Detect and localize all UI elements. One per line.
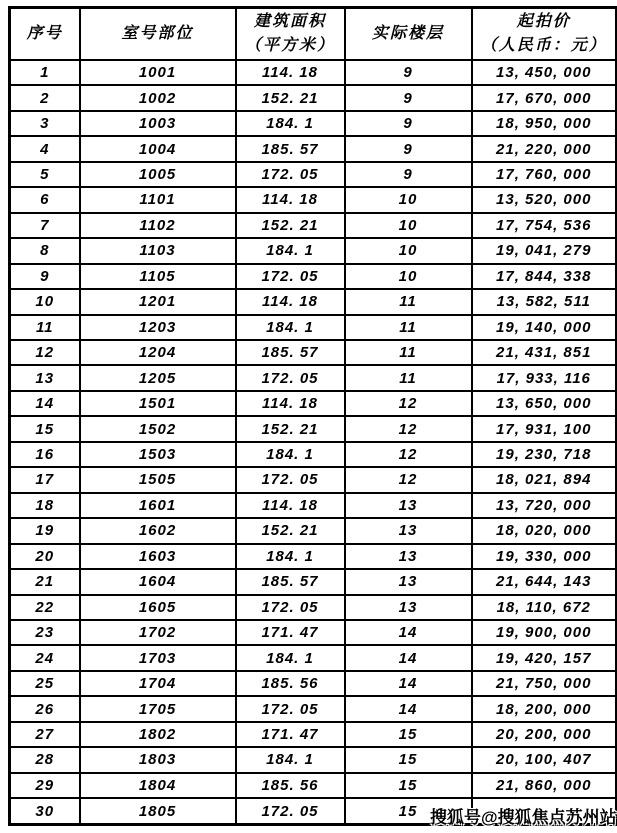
table-row bbox=[10, 365, 617, 390]
col-header-seq: 序号 bbox=[10, 8, 80, 61]
cell-floor: 14 bbox=[345, 645, 472, 670]
cell-room: 1205 bbox=[80, 365, 236, 390]
cell-price: 21, 220, 000 bbox=[472, 136, 617, 161]
cell-seq: 16 bbox=[10, 442, 80, 467]
cell-area: 172. 05 bbox=[236, 162, 345, 187]
cell-floor: 11 bbox=[345, 365, 472, 390]
auction-price-table bbox=[8, 6, 617, 826]
cell-price: 19, 140, 000 bbox=[472, 315, 617, 340]
cell-area: 152. 21 bbox=[236, 518, 345, 543]
cell-area: 114. 18 bbox=[236, 60, 345, 85]
table-row bbox=[10, 518, 617, 543]
cell-room: 1204 bbox=[80, 340, 236, 365]
cell-floor: 14 bbox=[345, 620, 472, 645]
cell-area: 171. 47 bbox=[236, 722, 345, 747]
cell-price: 13, 450, 000 bbox=[472, 60, 617, 85]
cell-price: 19, 041, 279 bbox=[472, 238, 617, 263]
cell-room: 1604 bbox=[80, 569, 236, 594]
table-row bbox=[10, 391, 617, 416]
cell-area: 185. 57 bbox=[236, 569, 345, 594]
cell-price: 18, 020, 000 bbox=[472, 518, 617, 543]
cell-floor: 14 bbox=[345, 671, 472, 696]
cell-seq: 9 bbox=[10, 264, 80, 289]
cell-seq: 10 bbox=[10, 289, 80, 314]
table-row bbox=[10, 442, 617, 467]
cell-price: 21, 644, 143 bbox=[472, 569, 617, 594]
table-row bbox=[10, 315, 617, 340]
cell-room: 1602 bbox=[80, 518, 236, 543]
cell-area: 172. 05 bbox=[236, 264, 345, 289]
cell-room: 1001 bbox=[80, 60, 236, 85]
cell-room: 1103 bbox=[80, 238, 236, 263]
cell-price: 17, 670, 000 bbox=[472, 85, 617, 110]
table-row bbox=[10, 213, 617, 238]
cell-room: 1601 bbox=[80, 493, 236, 518]
cell-area: 114. 18 bbox=[236, 187, 345, 212]
cell-seq: 13 bbox=[10, 365, 80, 390]
table-row bbox=[10, 493, 617, 518]
cell-area: 114. 18 bbox=[236, 493, 345, 518]
cell-room: 1003 bbox=[80, 111, 236, 136]
cell-floor: 10 bbox=[345, 264, 472, 289]
cell-floor: 9 bbox=[345, 136, 472, 161]
cell-room: 1105 bbox=[80, 264, 236, 289]
col-header-area: 建筑面积 （平方米） bbox=[236, 8, 345, 61]
cell-price: 19, 230, 718 bbox=[472, 442, 617, 467]
cell-floor: 11 bbox=[345, 289, 472, 314]
cell-seq: 30 bbox=[10, 798, 80, 824]
cell-room: 1804 bbox=[80, 773, 236, 798]
cell-area: 185. 57 bbox=[236, 340, 345, 365]
table-row bbox=[10, 162, 617, 187]
table-row bbox=[10, 264, 617, 289]
cell-room: 1203 bbox=[80, 315, 236, 340]
cell-price: 20, 100, 407 bbox=[472, 747, 617, 772]
cell-price: 17, 933, 116 bbox=[472, 365, 617, 390]
cell-seq: 12 bbox=[10, 340, 80, 365]
cell-seq: 23 bbox=[10, 620, 80, 645]
cell-area: 172. 05 bbox=[236, 365, 345, 390]
cell-seq: 29 bbox=[10, 773, 80, 798]
cell-seq: 27 bbox=[10, 722, 80, 747]
table-row bbox=[10, 136, 617, 161]
table-row bbox=[10, 747, 617, 772]
table-row bbox=[10, 544, 617, 569]
table-row bbox=[10, 595, 617, 620]
cell-price: 17, 931, 100 bbox=[472, 416, 617, 441]
cell-area: 184. 1 bbox=[236, 747, 345, 772]
cell-price: 19, 900, 000 bbox=[472, 620, 617, 645]
cell-floor: 9 bbox=[345, 85, 472, 110]
cell-price: 18, 021, 894 bbox=[472, 467, 617, 492]
col-header-room: 室号部位 bbox=[80, 8, 236, 61]
cell-room: 1704 bbox=[80, 671, 236, 696]
cell-floor: 12 bbox=[345, 391, 472, 416]
cell-area: 185. 57 bbox=[236, 136, 345, 161]
cell-seq: 28 bbox=[10, 747, 80, 772]
cell-price: 18, 950, 000 bbox=[472, 111, 617, 136]
cell-floor: 13 bbox=[345, 493, 472, 518]
cell-room: 1002 bbox=[80, 85, 236, 110]
table-row bbox=[10, 773, 617, 798]
cell-room: 1501 bbox=[80, 391, 236, 416]
cell-seq: 11 bbox=[10, 315, 80, 340]
cell-room: 1705 bbox=[80, 696, 236, 721]
cell-price: 21, 750, 000 bbox=[472, 671, 617, 696]
cell-price: 21, 860, 000 bbox=[472, 773, 617, 798]
cell-floor: 13 bbox=[345, 569, 472, 594]
cell-seq: 24 bbox=[10, 645, 80, 670]
table-row bbox=[10, 60, 617, 85]
cell-area: 185. 56 bbox=[236, 671, 345, 696]
watermark: 搜狐号@搜狐焦点苏州站 bbox=[430, 808, 617, 827]
cell-seq: 17 bbox=[10, 467, 80, 492]
cell-area: 184. 1 bbox=[236, 442, 345, 467]
cell-price: 13, 520, 000 bbox=[472, 187, 617, 212]
cell-area: 184. 1 bbox=[236, 544, 345, 569]
cell-room: 1004 bbox=[80, 136, 236, 161]
cell-seq: 22 bbox=[10, 595, 80, 620]
cell-room: 1703 bbox=[80, 645, 236, 670]
cell-area: 185. 56 bbox=[236, 773, 345, 798]
cell-area: 172. 05 bbox=[236, 467, 345, 492]
table-row bbox=[10, 671, 617, 696]
cell-floor: 10 bbox=[345, 238, 472, 263]
cell-price: 20, 200, 000 bbox=[472, 722, 617, 747]
table-row bbox=[10, 467, 617, 492]
cell-room: 1505 bbox=[80, 467, 236, 492]
cell-seq: 5 bbox=[10, 162, 80, 187]
table-row bbox=[10, 85, 617, 110]
cell-floor: 13 bbox=[345, 595, 472, 620]
cell-area: 172. 05 bbox=[236, 798, 345, 824]
table-row bbox=[10, 289, 617, 314]
cell-price: 13, 720, 000 bbox=[472, 493, 617, 518]
cell-seq: 15 bbox=[10, 416, 80, 441]
cell-price: 18, 200, 000 bbox=[472, 696, 617, 721]
cell-seq: 2 bbox=[10, 85, 80, 110]
cell-room: 1603 bbox=[80, 544, 236, 569]
cell-room: 1502 bbox=[80, 416, 236, 441]
cell-floor: 9 bbox=[345, 60, 472, 85]
cell-price: 18, 110, 672 bbox=[472, 595, 617, 620]
cell-floor: 10 bbox=[345, 187, 472, 212]
cell-room: 1102 bbox=[80, 213, 236, 238]
table-row bbox=[10, 340, 617, 365]
cell-area: 152. 21 bbox=[236, 416, 345, 441]
cell-seq: 7 bbox=[10, 213, 80, 238]
cell-area: 114. 18 bbox=[236, 289, 345, 314]
cell-room: 1605 bbox=[80, 595, 236, 620]
cell-area: 152. 21 bbox=[236, 213, 345, 238]
cell-seq: 20 bbox=[10, 544, 80, 569]
cell-price: 17, 760, 000 bbox=[472, 162, 617, 187]
cell-area: 184. 1 bbox=[236, 645, 345, 670]
cell-price: 17, 754, 536 bbox=[472, 213, 617, 238]
table-row bbox=[10, 111, 617, 136]
cell-room: 1805 bbox=[80, 798, 236, 824]
cell-area: 184. 1 bbox=[236, 111, 345, 136]
cell-floor: 13 bbox=[345, 518, 472, 543]
cell-seq: 25 bbox=[10, 671, 80, 696]
cell-price: 19, 330, 000 bbox=[472, 544, 617, 569]
cell-floor: 11 bbox=[345, 340, 472, 365]
cell-price: 13, 582, 511 bbox=[472, 289, 617, 314]
cell-floor: 12 bbox=[345, 442, 472, 467]
cell-room: 1802 bbox=[80, 722, 236, 747]
cell-price: 13, 650, 000 bbox=[472, 391, 617, 416]
cell-floor: 14 bbox=[345, 696, 472, 721]
table-body bbox=[10, 60, 617, 825]
col-header-floor: 实际楼层 bbox=[345, 8, 472, 61]
cell-seq: 8 bbox=[10, 238, 80, 263]
cell-price: 19, 420, 157 bbox=[472, 645, 617, 670]
cell-area: 184. 1 bbox=[236, 315, 345, 340]
cell-room: 1101 bbox=[80, 187, 236, 212]
cell-room: 1005 bbox=[80, 162, 236, 187]
table-row bbox=[10, 187, 617, 212]
cell-area: 184. 1 bbox=[236, 238, 345, 263]
cell-room: 1201 bbox=[80, 289, 236, 314]
col-header-price: 起拍价 （人民币：元） bbox=[472, 8, 617, 61]
cell-floor: 9 bbox=[345, 111, 472, 136]
header-row bbox=[10, 8, 617, 61]
cell-floor: 10 bbox=[345, 213, 472, 238]
cell-area: 152. 21 bbox=[236, 85, 345, 110]
cell-area: 114. 18 bbox=[236, 391, 345, 416]
table-row bbox=[10, 569, 617, 594]
cell-floor: 9 bbox=[345, 162, 472, 187]
cell-seq: 19 bbox=[10, 518, 80, 543]
table-row bbox=[10, 620, 617, 645]
cell-floor: 15 bbox=[345, 798, 472, 824]
cell-price: 21, 431, 851 bbox=[472, 340, 617, 365]
table-row bbox=[10, 238, 617, 263]
table-row bbox=[10, 696, 617, 721]
table-row bbox=[10, 645, 617, 670]
table-row bbox=[10, 416, 617, 441]
cell-floor: 15 bbox=[345, 747, 472, 772]
cell-floor: 12 bbox=[345, 416, 472, 441]
cell-price: 17, 844, 338 bbox=[472, 264, 617, 289]
cell-seq: 26 bbox=[10, 696, 80, 721]
cell-area: 172. 05 bbox=[236, 696, 345, 721]
cell-room: 1803 bbox=[80, 747, 236, 772]
table-row bbox=[10, 722, 617, 747]
cell-seq: 4 bbox=[10, 136, 80, 161]
cell-area: 172. 05 bbox=[236, 595, 345, 620]
cell-floor: 12 bbox=[345, 467, 472, 492]
cell-room: 1702 bbox=[80, 620, 236, 645]
cell-seq: 14 bbox=[10, 391, 80, 416]
cell-floor: 15 bbox=[345, 773, 472, 798]
cell-seq: 6 bbox=[10, 187, 80, 212]
cell-floor: 15 bbox=[345, 722, 472, 747]
cell-room: 1503 bbox=[80, 442, 236, 467]
cell-seq: 1 bbox=[10, 60, 80, 85]
cell-area: 171. 47 bbox=[236, 620, 345, 645]
cell-floor: 13 bbox=[345, 544, 472, 569]
cell-seq: 21 bbox=[10, 569, 80, 594]
cell-seq: 18 bbox=[10, 493, 80, 518]
cell-seq: 3 bbox=[10, 111, 80, 136]
cell-floor: 11 bbox=[345, 315, 472, 340]
